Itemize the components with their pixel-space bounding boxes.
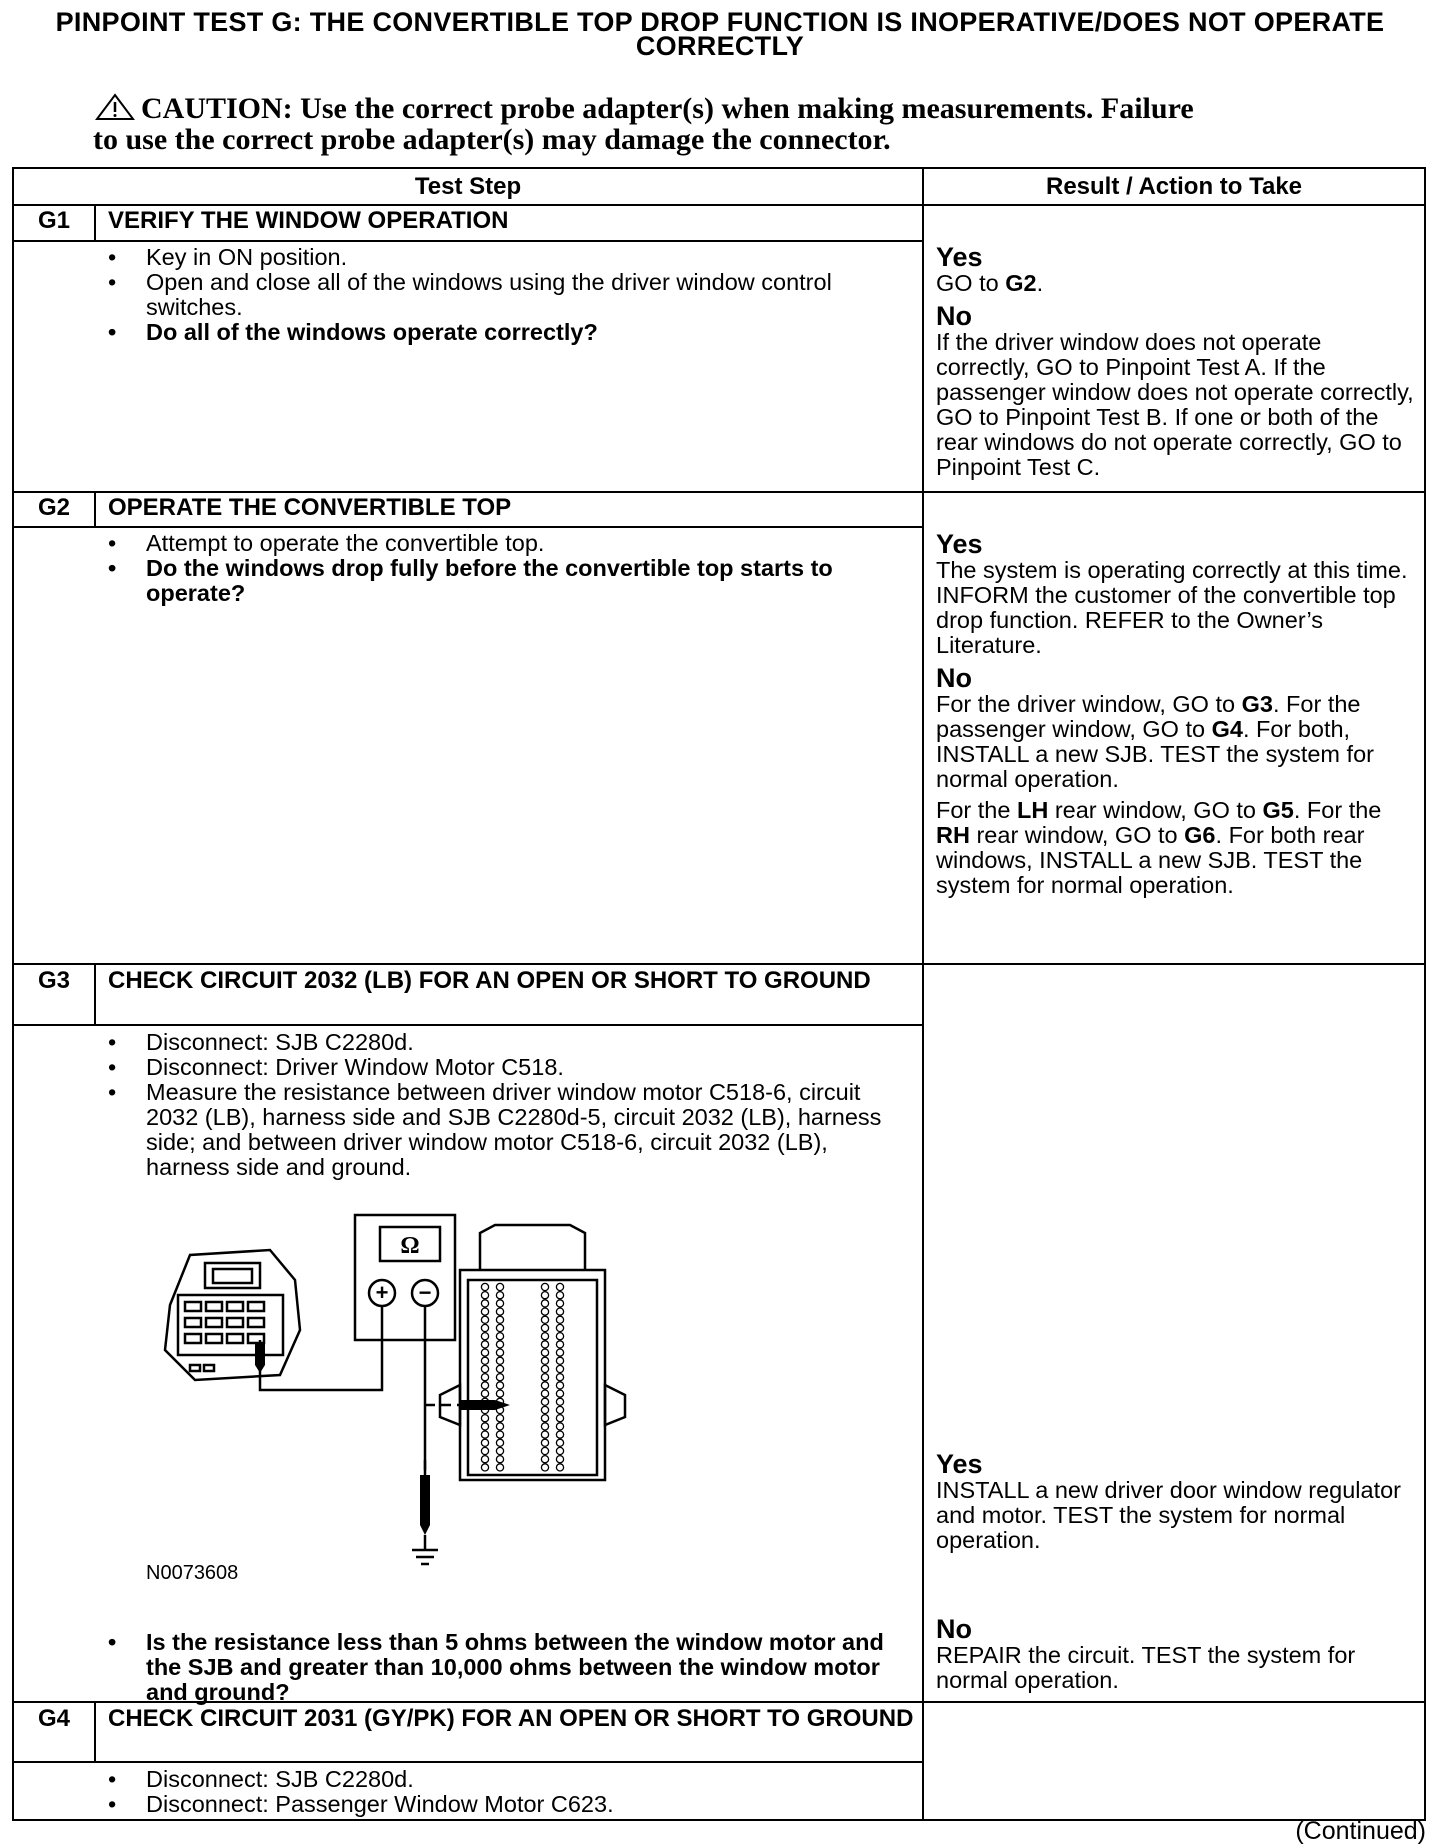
- connector-pin: [556, 1292, 563, 1299]
- step-result-no: No REPAIR the circuit. TEST the system for normal operation.: [936, 1614, 1356, 1693]
- connector-pin: [496, 1390, 503, 1397]
- connector-pin: [556, 1283, 563, 1290]
- connector-pin: [541, 1464, 548, 1471]
- connector-pin: [556, 1447, 563, 1454]
- connector-pin: [541, 1308, 548, 1315]
- step-id: G4: [37, 1705, 70, 1732]
- minus-terminal: −: [418, 1280, 432, 1305]
- list-item: • Disconnect: SJB C2280d.: [108, 1767, 908, 1792]
- caution-note: [95, 92, 1355, 155]
- page-title: PINPOINT TEST G: THE CONVERTIBLE TOP DROP FUNCTION IS INOPERATIVE/DOES NOT OPERATE CORRECTLY: [55, 7, 1385, 61]
- connector-pin: [541, 1423, 548, 1430]
- list-item: • Disconnect: SJB C2280d.: [108, 1030, 908, 1055]
- connector-pin: [556, 1439, 563, 1446]
- connector-pin: [541, 1374, 548, 1381]
- connector-pin: [556, 1456, 563, 1463]
- connector-pin: [556, 1406, 563, 1413]
- step-title: OPERATE THE CONVERTIBLE TOP: [108, 494, 512, 521]
- connector-pin: [481, 1341, 488, 1348]
- connector-pin: [481, 1365, 488, 1372]
- connector-pin: [481, 1324, 488, 1331]
- connector-pin: [481, 1423, 488, 1430]
- step-question: • Is the resistance less than 5 ohms between the window motor and the SJB and greater than 10,000 ohms between the window motor and ground?: [108, 1630, 908, 1705]
- plus-terminal: +: [375, 1280, 389, 1305]
- connector-pin: [496, 1324, 503, 1331]
- list-item: • Measure the resistance between driver window motor C518-6, circuit 2032 (LB), harness side and SJB C2280d-5, circuit 2032 (LB), harness side; and between driver window motor C518-6, circuit 2032 (LB), harness side and ground.: [108, 1080, 908, 1180]
- sjb-connector-pins: [481, 1283, 563, 1471]
- connector-pin: [541, 1349, 548, 1356]
- connector-pin: [556, 1357, 563, 1364]
- connector-pin: [481, 1308, 488, 1315]
- connector-pin: [481, 1439, 488, 1446]
- connector-pin: [496, 1423, 503, 1430]
- connector-pin: [541, 1324, 548, 1331]
- connector-pin: [556, 1374, 563, 1381]
- connector-pin: [541, 1431, 548, 1438]
- connector-pin: [496, 1382, 503, 1389]
- connector-pin: [556, 1423, 563, 1430]
- connector-pin: [481, 1382, 488, 1389]
- step-result: Yes INSTALL a new driver door window regulator and motor. TEST the system for normal operation.: [936, 1449, 1401, 1553]
- connector-pin: [496, 1374, 503, 1381]
- connector-pin: [481, 1357, 488, 1364]
- connector-pin: [556, 1300, 563, 1307]
- column-header-result: Result / Action to Take: [1045, 173, 1303, 200]
- connector-pin: [556, 1398, 563, 1405]
- connector-pin: [496, 1447, 503, 1454]
- step-id: G3: [37, 967, 70, 994]
- ohm-symbol: Ω: [400, 1233, 420, 1259]
- connector-pin: [556, 1349, 563, 1356]
- connector-pin: [541, 1390, 548, 1397]
- connector-pin: [556, 1316, 563, 1323]
- connector-pin: [496, 1341, 503, 1348]
- step-result: Yes The system is operating correctly at this time. INFORM the customer of the convertible top drop function. REFER to the Owner’s Literature. No For the driver window, GO to G3. For the passenger window, GO to G4. For both, INSTALL a new SJB. TEST the system for normal operation. For the LH rear window, GO to G5. For the RH rear window, GO to G6. For both rear windows, INSTALL a new SJB. TEST the system for normal operation.: [936, 529, 1408, 898]
- connector-pin: [496, 1357, 503, 1364]
- connector-pin: [541, 1398, 548, 1405]
- connector-pin: [496, 1456, 503, 1463]
- connector-pin: [541, 1447, 548, 1454]
- connector-pin: [541, 1382, 548, 1389]
- connector-pin: [481, 1431, 488, 1438]
- connector-pin: [481, 1300, 488, 1307]
- connector-pin: [496, 1316, 503, 1323]
- connector-pin: [556, 1333, 563, 1340]
- connector-pin: [481, 1316, 488, 1323]
- step-question: • Do the windows drop fully before the convertible top starts to operate?: [108, 556, 908, 606]
- step-bullets: [108, 1630, 908, 1705]
- connector-pin: [481, 1415, 488, 1422]
- step-bullets: [108, 1767, 908, 1817]
- connector-pin: [496, 1283, 503, 1290]
- diagram-id-label: N0073608: [146, 1562, 239, 1584]
- list-item: • Attempt to operate the convertible top.: [108, 531, 908, 556]
- connector-pin: [496, 1439, 503, 1446]
- step-question: • Do all of the windows operate correctly?: [108, 320, 908, 345]
- connector-pin: [541, 1292, 548, 1299]
- connector-pin: [541, 1316, 548, 1323]
- connector-pin: [481, 1333, 488, 1340]
- connector-pin: [556, 1382, 563, 1389]
- connector-pin: [481, 1390, 488, 1397]
- connector-pin: [541, 1283, 548, 1290]
- connector-pin: [481, 1374, 488, 1381]
- step-id: G2: [37, 494, 70, 521]
- connector-pin: [556, 1308, 563, 1315]
- continued-note: (Continued): [1295, 1817, 1426, 1845]
- connector-pin: [496, 1464, 503, 1471]
- connector-pin: [496, 1333, 503, 1340]
- motor-probe-icon: [255, 1343, 265, 1373]
- connector-pin: [556, 1464, 563, 1471]
- connector-pin: [541, 1333, 548, 1340]
- list-item: • Disconnect: Passenger Window Motor C623.: [108, 1792, 908, 1817]
- list-item: • Open and close all of the windows using the driver window control switches.: [108, 270, 908, 320]
- resistance-measurement-diagram: [150, 1205, 730, 1595]
- caution-line-2: to use the correct probe adapter(s) may damage the connector.: [93, 123, 891, 156]
- list-item: • Key in ON position.: [108, 245, 908, 270]
- warning-triangle-icon: [95, 92, 135, 122]
- sjb-connector: [440, 1225, 625, 1480]
- connector-pin: [481, 1447, 488, 1454]
- connector-pin: [541, 1341, 548, 1348]
- connector-pin: [541, 1406, 548, 1413]
- connector-pin: [496, 1300, 503, 1307]
- step-title: CHECK CIRCUIT 2031 (GY/PK) FOR AN OPEN OR SHORT TO GROUND: [108, 1705, 914, 1732]
- step-title: VERIFY THE WINDOW OPERATION: [108, 207, 509, 234]
- connector-pin: [556, 1341, 563, 1348]
- connector-pin: [496, 1431, 503, 1438]
- connector-pin: [496, 1349, 503, 1356]
- step-id: G1: [37, 207, 70, 234]
- ground-symbol: [412, 1535, 438, 1564]
- connector-pin: [556, 1365, 563, 1372]
- connector-pin: [541, 1439, 548, 1446]
- connector-pin: [496, 1308, 503, 1315]
- connector-pin: [541, 1365, 548, 1372]
- connector-pin: [541, 1456, 548, 1463]
- connector-pin: [556, 1431, 563, 1438]
- column-header-test-step: Test Step: [414, 173, 522, 200]
- connector-pin: [556, 1390, 563, 1397]
- connector-pin: [496, 1292, 503, 1299]
- connector-pin: [541, 1357, 548, 1364]
- list-item: • Disconnect: Driver Window Motor C518.: [108, 1055, 908, 1080]
- connector-pin: [481, 1292, 488, 1299]
- connector-pin: [496, 1415, 503, 1422]
- connector-pin: [541, 1300, 548, 1307]
- step-bullets: [108, 1030, 908, 1180]
- step-title: CHECK CIRCUIT 2032 (LB) FOR AN OPEN OR SHORT TO GROUND: [108, 967, 871, 994]
- connector-pin: [481, 1456, 488, 1463]
- connector-pin: [541, 1415, 548, 1422]
- step-bullets: [108, 531, 908, 606]
- connector-pin: [556, 1324, 563, 1331]
- window-motor-connector: [165, 1250, 300, 1380]
- connector-pin: [481, 1349, 488, 1356]
- step-result: Yes GO to G2. No If the driver window does not operate correctly, GO to Pinpoint Test A. If the passenger window does not operate correctly, GO to Pinpoint Test B. If one or both of the rear windows do not operate correctly, GO to Pinpoint Test C.: [936, 242, 1414, 480]
- connector-pin: [556, 1415, 563, 1422]
- caution-line-1: CAUTION: Use the correct probe adapter(s) when making measurements. Failure: [141, 92, 1194, 125]
- connector-pin: [481, 1283, 488, 1290]
- ground-probe-icon: [420, 1475, 430, 1535]
- connector-pin: [496, 1365, 503, 1372]
- column-divider: [922, 168, 924, 1820]
- connector-pin: [481, 1464, 488, 1471]
- step-bullets: [108, 245, 908, 345]
